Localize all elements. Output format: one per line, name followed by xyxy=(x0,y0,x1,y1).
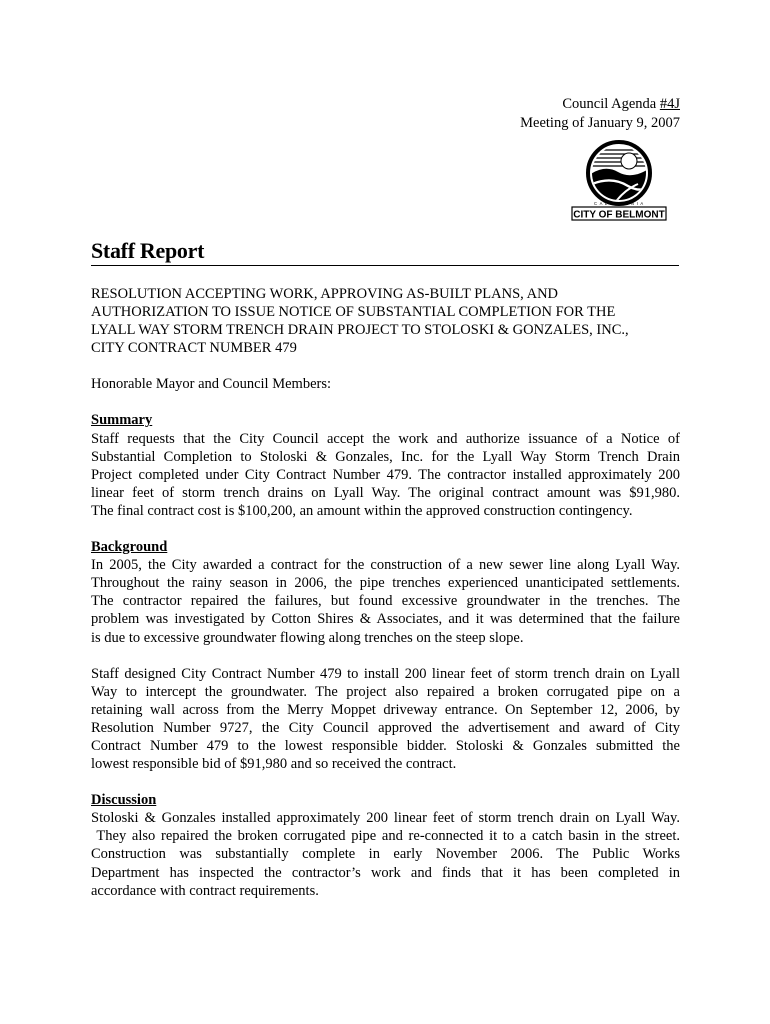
resolution-line: RESOLUTION ACCEPTING WORK, APPROVING AS-BUILT PLANS, AND xyxy=(91,286,559,302)
resolution-line: AUTHORIZATION TO ISSUE NOTICE OF SUBSTANTIAL COMPLETION FOR THE xyxy=(91,304,616,321)
summary-section xyxy=(91,411,680,520)
background-line: Way to intercept the groundwater. The project also repaired a broken corrugated pipe on a xyxy=(91,683,680,700)
background-heading: Background xyxy=(91,539,168,556)
summary-line: The final contract cost is $100,200, an amount within the approved construction contingency. xyxy=(91,502,633,519)
city-of-belmont-seal xyxy=(568,140,670,226)
background-line: Resolution Number 9727, the City Council approved the advertisement and award of City xyxy=(91,719,680,736)
summary-line: linear feet of storm trench drains on Lyall Way. The original contract amount was $91,980. xyxy=(91,484,680,501)
background-line: Contract Number 479 to the lowest responsible bidder. Stoloski & Gonzales submitted the xyxy=(91,737,680,754)
discussion-line: Construction was substantially complete in early November 2006. The Public Works xyxy=(91,846,680,863)
discussion-line: Department has inspected the contractor’s work and finds that it has been completed in xyxy=(91,864,680,881)
background-line: is due to excessive groundwater flowing along trenches on the steep slope. xyxy=(91,629,524,646)
background-line: retaining wall across from the Merry Moppet driveway entrance. On September 12, 2006, by xyxy=(91,701,680,718)
summary-line: Substantial Completion to Stoloski & Gonzales, Inc. for the Lyall Way Storm Trench Drain xyxy=(91,448,680,465)
discussion-section xyxy=(91,791,680,900)
background-line: Staff designed City Contract Number 479 to install 200 linear feet of storm trench drain on Lyall xyxy=(91,665,680,682)
agenda-prefix: Council Agenda xyxy=(562,96,660,112)
seal-state-text: C A L I F O R N I A xyxy=(594,201,644,206)
summary-line: Project completed under City Contract Number 479. The contractor installed approximately 200 xyxy=(91,466,680,483)
discussion-line: Stoloski & Gonzales installed approximately 200 linear feet of storm trench drain on Lyall Way. xyxy=(91,810,680,827)
meeting-date: Meeting of January 9, 2007 xyxy=(520,115,680,131)
discussion-heading: Discussion xyxy=(91,792,157,809)
background-line: In 2005, the City awarded a contract for the construction of a new sewer line along Lyall Way. xyxy=(91,557,680,574)
background-line: The contractor repaired the failures, but found excessive groundwater in the trenches. The xyxy=(91,593,680,610)
resolution-title xyxy=(91,285,680,357)
agenda-item-number: #4J xyxy=(659,96,680,112)
agenda-header xyxy=(520,95,680,133)
resolution-line: CITY CONTRACT NUMBER 479 xyxy=(91,340,297,357)
background-line: Throughout the rainy season in 2006, the pipe trenches experienced unanticipated settlements. xyxy=(91,575,680,592)
background-line: lowest responsible bid of $91,980 and so received the contract. xyxy=(91,756,457,773)
summary-line: Staff requests that the City Council accept the work and authorize issuance of a Notice of xyxy=(91,430,680,447)
discussion-line: accordance with contract requirements. xyxy=(91,882,319,899)
report-body xyxy=(91,285,680,918)
summary-heading: Summary xyxy=(91,412,153,429)
salutation: Honorable Mayor and Council Members: xyxy=(91,376,332,393)
seal-city-name: CITY OF BELMONT xyxy=(573,209,665,221)
discussion-line: They also repaired the broken corrugated pipe and re-connected it to a catch basin in the street. xyxy=(91,828,680,845)
resolution-line: LYALL WAY STORM TRENCH DRAIN PROJECT TO STOLOSKI & GONZALES, INC., xyxy=(91,322,629,339)
agenda-line xyxy=(520,95,680,114)
background-paragraph-2 xyxy=(91,665,680,774)
page-title: Staff Report xyxy=(91,238,679,266)
background-section xyxy=(91,538,680,647)
background-line: problem was investigated by Cotton Shires & Associates, and it was determined that the failure xyxy=(91,611,680,628)
